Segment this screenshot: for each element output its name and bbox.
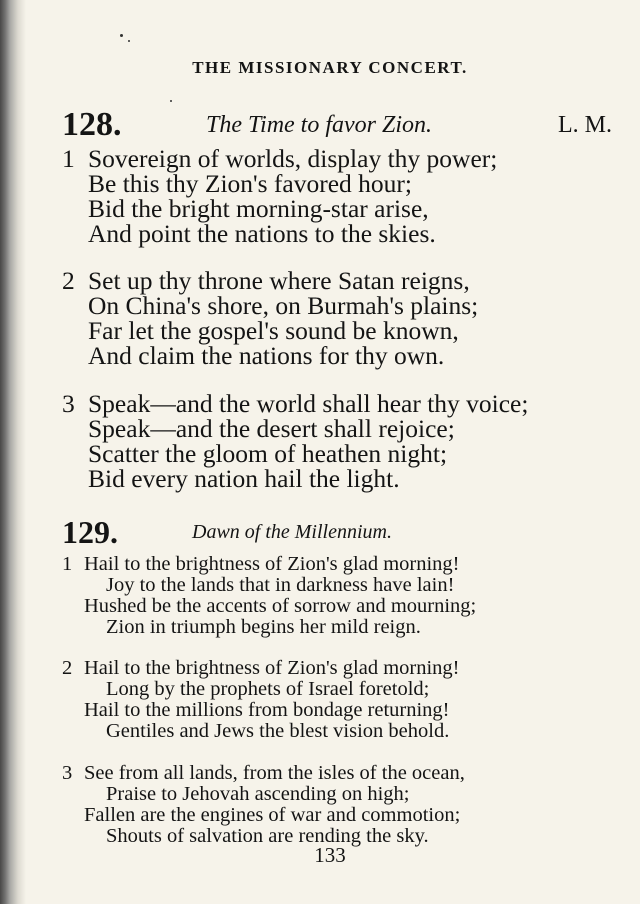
verse-line: On China's shore, on Burmah's plains; xyxy=(88,291,479,320)
verse-line: Gentiles and Jews the blest vision behold. xyxy=(106,720,450,742)
stanza-number: 1 xyxy=(62,553,73,575)
verse-line: Bid every nation hail the light. xyxy=(88,464,400,493)
verse-line: Praise to Jehovah ascending on high; xyxy=(106,783,410,805)
hymn-meter: L. M. xyxy=(558,112,612,138)
verse-line: Bid the bright morning-star arise, xyxy=(88,194,429,223)
stanza-number: 3 xyxy=(62,762,73,784)
verse-line: Shouts of salvation are rending the sky. xyxy=(106,825,429,847)
hymn-128-header xyxy=(62,106,612,146)
verse-line: Scatter the gloom of heathen night; xyxy=(88,439,448,468)
verse-line: See from all lands, from the isles of the ocean, xyxy=(84,762,465,784)
stanza-number: 2 xyxy=(62,657,73,679)
verse-line: And claim the nations for thy own. xyxy=(88,341,445,370)
page-number: 133 xyxy=(314,843,346,867)
hymn-title: The Time to favor Zion. xyxy=(206,112,433,138)
ink-speck xyxy=(128,40,130,42)
verse-line: Hail to the brightness of Zion's glad morning! xyxy=(84,553,460,575)
hymn-number: 128. xyxy=(62,106,122,143)
verse-line: Speak—and the desert shall rejoice; xyxy=(88,414,455,443)
verse-line: Joy to the lands that in darkness have lain! xyxy=(106,574,455,596)
ink-speck xyxy=(170,100,172,102)
verse-line: And point the nations to the skies. xyxy=(88,219,436,248)
verse-line: Hail to the brightness of Zion's glad morning! xyxy=(84,657,460,679)
stanza-number: 3 xyxy=(62,389,75,418)
verse-line: Sovereign of worlds, display thy power; xyxy=(88,144,498,173)
hymn-129-header xyxy=(62,514,612,554)
ink-speck xyxy=(120,34,123,37)
verse-line: Long by the prophets of Israel foretold; xyxy=(106,678,430,700)
verse-line: Far let the gospel's sound be known, xyxy=(88,316,459,345)
stanza-number: 1 xyxy=(62,144,75,173)
verse-line: Be this thy Zion's favored hour; xyxy=(88,169,413,198)
hymn-number: 129. xyxy=(62,514,118,550)
verse-line: Hail to the millions from bondage returning! xyxy=(84,699,450,721)
verse-line: Speak—and the world shall hear thy voice; xyxy=(88,389,529,418)
verse-line: Zion in triumph begins her mild reign. xyxy=(106,616,421,638)
verse-line: Hushed be the accents of sorrow and mourning; xyxy=(84,595,477,617)
running-head: THE MISSIONARY CONCERT. xyxy=(192,58,468,77)
verse-line: Set up thy throne where Satan reigns, xyxy=(88,266,470,295)
book-spine-shadow xyxy=(0,0,26,904)
verse-line: Fallen are the engines of war and commotion; xyxy=(84,804,461,826)
hymn-title: Dawn of the Millennium. xyxy=(192,521,392,543)
stanza-number: 2 xyxy=(62,266,75,295)
